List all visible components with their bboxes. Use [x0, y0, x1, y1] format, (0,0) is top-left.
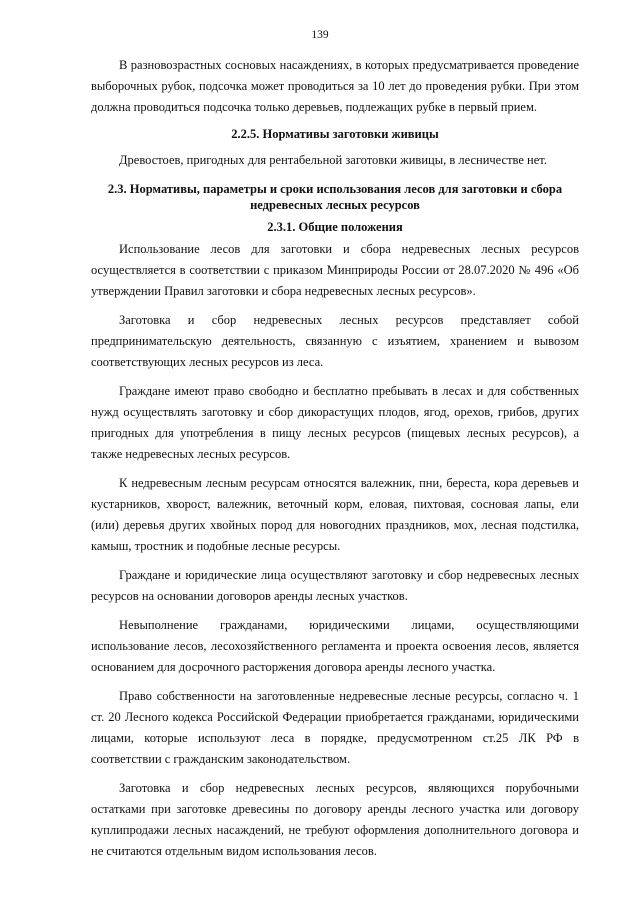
section-heading-2-3-1: 2.3.1. Общие положения: [267, 220, 403, 234]
paragraph-resource-list: К недревесным лесным ресурсам относятся валежник, пни, береста, кора деревьев и кустарников, хворост, валежник, веточный корм, еловая, пихтовая, сосновая лапы, ели (или) деревья других хвойных пород для новогодних праздников, мох, лесная подстилка, камыш, тростник и подобные лесные ресурсы.: [91, 476, 579, 553]
paragraph-citizens-rights: Граждане имеют право свободно и бесплатно пребывать в лесах и для собственных нужд осуществлять заготовку и сбор дикорастущих плодов, ягод, орехов, грибов, других пригодных для употребления в пищу лесных ресурсов (пищевых лесных ресурсов), а также недревесных лесных ресурсов.: [91, 384, 579, 461]
paragraph-selective-felling: В разновозрастных сосновых насаждениях, в которых предусматривается проведение выборочных рубок, подсочка может проводиться за 10 лет до проведения рубки. При этом должна проводиться подсочка только деревьев, подлежащих рубке в первый прием.: [91, 58, 579, 114]
section-heading-2-2-5: 2.2.5. Нормативы заготовки живицы: [231, 127, 439, 141]
section-heading-2-3: 2.3. Нормативы, параметры и сроки использования лесов для заготовки и сбора недревесных лесных ресурсов: [107, 182, 563, 212]
paragraph-termination: Невыполнение гражданами, юридическими лицами, осуществляющими использование лесов, лесохозяйственного регламента и проекта освоения лесов, является основанием для досрочного расторжения договора аренды лесного участка.: [91, 618, 579, 674]
paragraph-felling-residues: Заготовка и сбор недревесных лесных ресурсов, являющихся порубочными остатками при заготовке древесины по договору аренды лесного участка или договору куплипродажи лесных насаждений, не требуют оформления дополнительного договора и не считаются отдельным видом использования лесов.: [91, 781, 579, 858]
page-content: [91, 55, 579, 870]
paragraph-entrepreneurship: Заготовка и сбор недревесных лесных ресурсов представляет собой предпринимательскую деятельность, связанную с изъятием, хранением и вывозом соответствующих лесных ресурсов из леса.: [91, 313, 579, 369]
paragraph-resin-stands: Древостоев, пригодных для рентабельной заготовки живицы, в лесничестве нет.: [119, 153, 547, 167]
paragraph-legal-basis: Использование лесов для заготовки и сбора недревесных лесных ресурсов осуществляется в соответствии с приказом Минприроды России от 28.07.2020 № 496 «Об утверждении Правил заготовки и сбора недревесных лесных ресурсов».: [91, 242, 579, 298]
page-number: 139: [311, 29, 329, 41]
paragraph-lease-basis: Граждане и юридические лица осуществляют заготовку и сбор недревесных лесных ресурсов на основании договоров аренды лесных участков.: [91, 568, 579, 603]
paragraph-ownership: Право собственности на заготовленные недревесные лесные ресурсы, согласно ч. 1 ст. 20 Лесного кодекса Российской Федерации приобретается гражданами, юридическими лицами, которые используют леса в порядке, предусмотренном ст.25 ЛК РФ в соответствии с гражданским законодательством.: [91, 689, 579, 766]
